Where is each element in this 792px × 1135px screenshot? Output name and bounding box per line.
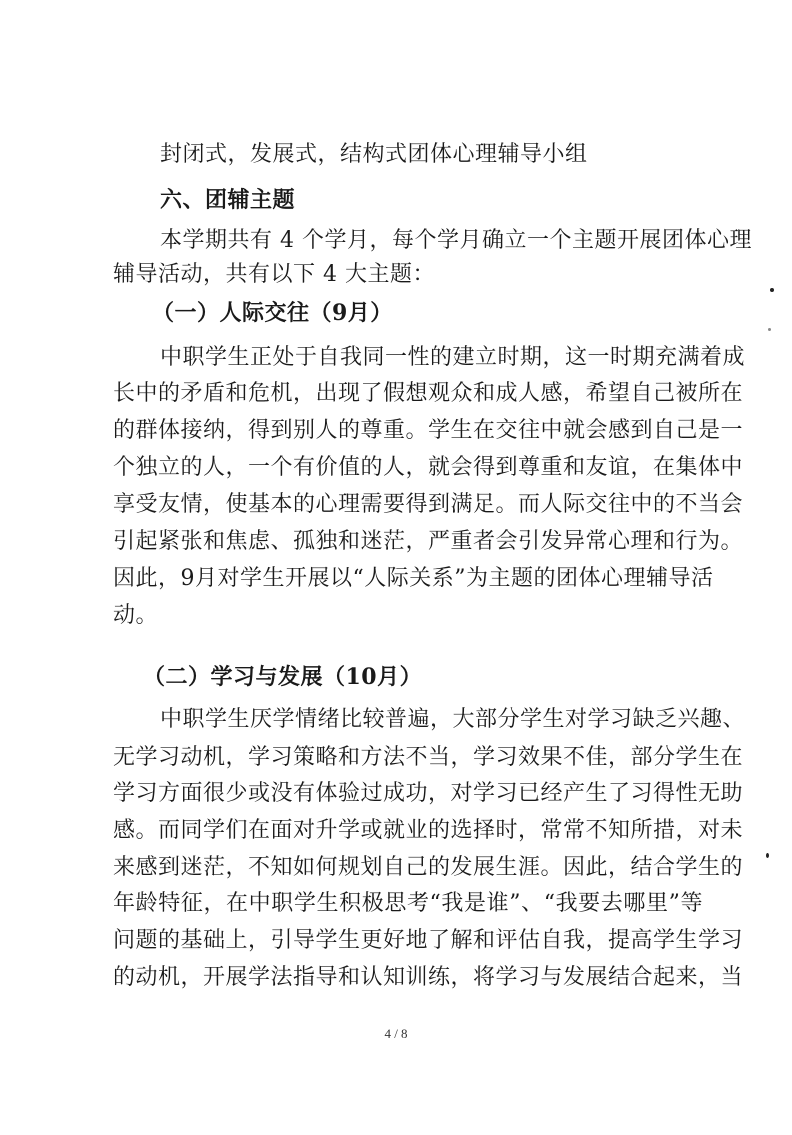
paragraph-learning-line-3: 学习方面很少或没有体验过成功，对学习已经产生了习得性无助: [113, 781, 744, 806]
paragraph-interpersonal-line-5: 享受友情，使基本的心理需要得到满足。而人际交往中的不当会: [113, 492, 744, 517]
paragraph-learning-line-5: 来感到迷茫，不知如何规划自己的发展生涯。因此，结合学生的: [113, 855, 744, 880]
paragraph-interpersonal-line-6: 引起紧张和焦虑、孤独和迷茫，严重者会引发异常心理和行为。: [113, 529, 744, 554]
paragraph-group-types: 封闭式，发展式，结构式团体心理辅导小组: [160, 142, 588, 167]
paragraph-learning-line-8: 的动机，开展学法指导和认知训练，将学习与发展结合起来，当: [113, 965, 744, 990]
paragraph-interpersonal-line-7: 因此，9月对学生开展以“人际关系”为主题的团体心理辅导活: [113, 566, 714, 591]
section-heading-themes: 六、团辅主题: [160, 187, 296, 213]
paragraph-learning-line-7: 问题的基础上，引导学生更好地了解和评估自我，提高学生学习: [113, 928, 744, 953]
paragraph-interpersonal-line-1: 中职学生正处于自我同一性的建立时期，这一时期充满着成: [160, 345, 746, 370]
paragraph-interpersonal-line-8: 动。: [113, 603, 159, 628]
page-number: 4 / 8: [384, 1026, 408, 1041]
paragraph-learning-line-1: 中职学生厌学情绪比较普遍，大部分学生对学习缺乏兴趣、: [160, 707, 746, 732]
paragraph-learning-line-2: 无学习动机，学习策略和方法不当，学习效果不佳，部分学生在: [113, 745, 744, 770]
paragraph-interpersonal-line-2: 长中的矛盾和危机，出现了假想观众和成人感，希望自己被所在: [113, 381, 744, 406]
paragraph-learning-line-4: 感。而同学们在面对升学或就业的选择时，常常不知所措，对未: [113, 818, 744, 843]
scan-speck: [770, 288, 774, 292]
paragraph-learning-line-6: 年龄特征，在中职学生积极思考“我是谁”、“我要去哪里”等: [113, 891, 703, 916]
scan-speck: [768, 328, 771, 331]
subheading-learning: （二）学习与发展（10月）: [143, 664, 423, 690]
paragraph-intro-line-2: 辅导活动，共有以下 4 大主题：: [113, 262, 435, 287]
paragraph-interpersonal-line-3: 的群体接纳，得到别人的尊重。学生在交往中就会感到自己是一: [113, 418, 744, 443]
paragraph-interpersonal-line-4: 个独立的人，一个有价值的人，就会得到尊重和友谊，在集体中: [113, 455, 744, 480]
paragraph-intro-line-1: 本学期共有 4 个学月，每个学月确立一个主题开展团体心理: [160, 228, 752, 253]
subheading-interpersonal: （一）人际交往（9月）: [152, 300, 393, 326]
scan-speck: [766, 853, 769, 858]
